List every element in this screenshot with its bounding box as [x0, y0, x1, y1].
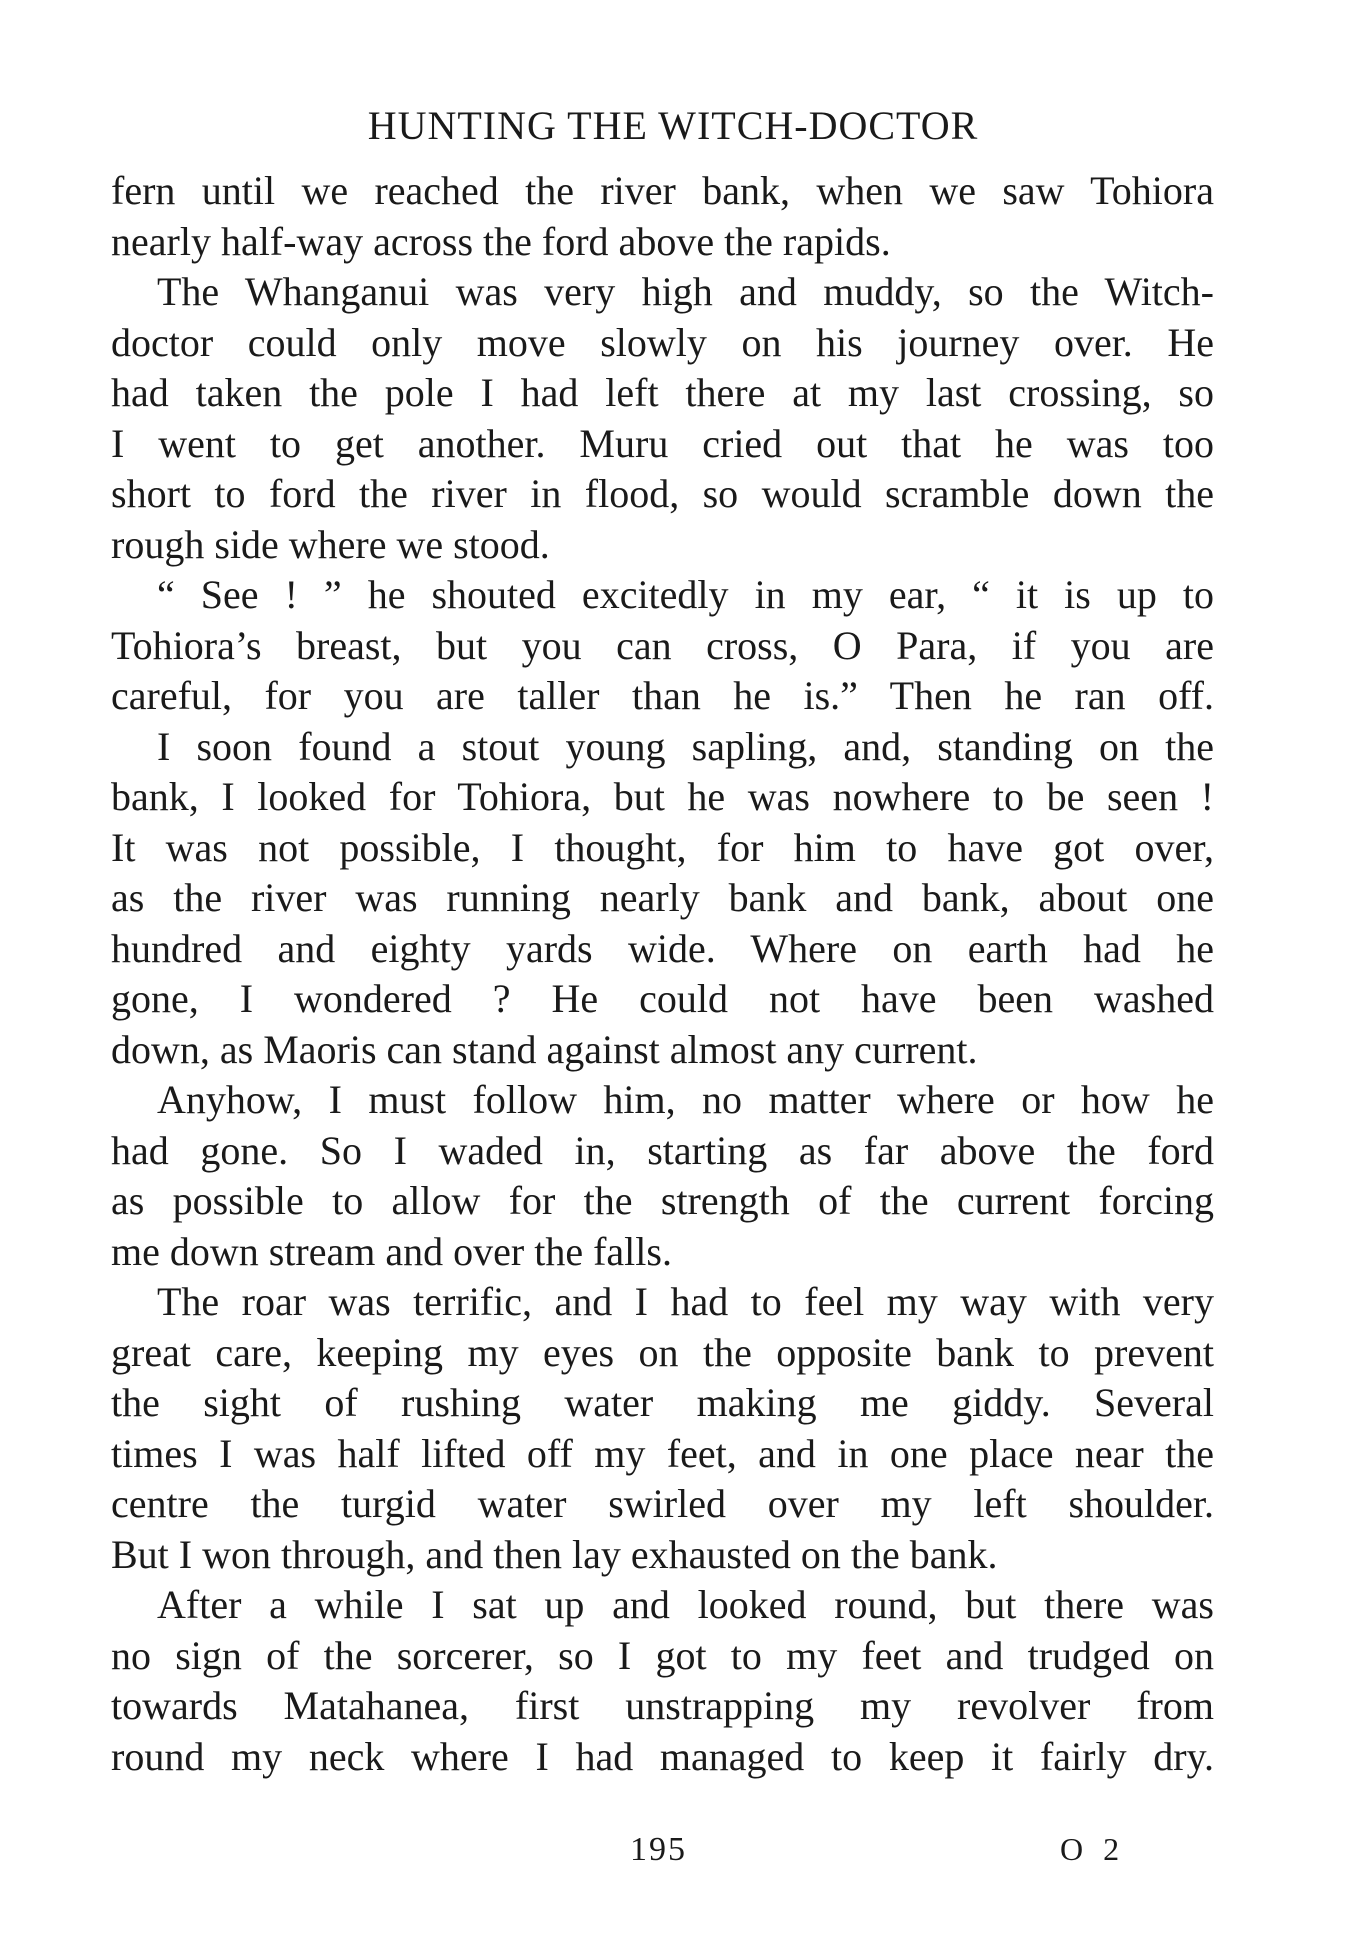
text-line: “ See ! ” he shouted excitedly in my ear, “ it is up to	[157, 572, 1214, 617]
text-line: It was not possible, I thought, for him to have got over,	[111, 824, 1214, 870]
text-line: careful, for you are taller than he is.” Then he ran off.	[111, 673, 1214, 718]
text-line: round my neck where I had managed to keep it fairly dry.	[111, 1733, 1214, 1779]
text-line: had gone. So I waded in, starting as far above the ford	[111, 1127, 1214, 1173]
paragraph	[111, 1277, 1214, 1580]
text-line: doctor could only move slowly on his journey over. He	[111, 319, 1214, 365]
paragraph	[111, 1075, 1214, 1277]
paragraph	[111, 722, 1214, 1076]
text-line: times I was half lifted off my feet, and in one place near the	[111, 1430, 1214, 1476]
text-line: as possible to allow for the strength of the current forcing	[111, 1178, 1214, 1223]
text-line: Anyhow, I must follow him, no matter where or how he	[157, 1077, 1214, 1122]
paragraph	[111, 1580, 1214, 1782]
text-line: I soon found a stout young sapling, and, standing on the	[157, 723, 1214, 769]
paragraph	[111, 267, 1214, 570]
text-line: as the river was running nearly bank and bank, about one	[111, 875, 1214, 920]
text-line: down, as Maoris can stand against almost any current.	[111, 1026, 978, 1072]
body-text	[111, 166, 1214, 1782]
text-line: gone, I wondered ? He could not have been washed	[111, 976, 1214, 1021]
text-line: The roar was terrific, and I had to feel my way with very	[157, 1279, 1214, 1324]
text-line: hundred and eighty yards wide. Where on earth had he	[111, 925, 1214, 971]
text-line: fern until we reached the river bank, when we saw Tohiora	[111, 168, 1214, 213]
text-line: rough side where we stood.	[111, 521, 550, 567]
text-line: no sign of the sorcerer, so I got to my feet and trudged on	[111, 1632, 1214, 1678]
text-line: great care, keeping my eyes on the opposite bank to prevent	[111, 1329, 1214, 1375]
text-line: The Whanganui was very high and muddy, so the Witch-	[157, 269, 1214, 314]
text-line: had taken the pole I had left there at my last crossing, so	[111, 370, 1214, 415]
text-line: I went to get another. Muru cried out that he was too	[111, 420, 1214, 466]
signature-mark: O 2	[1060, 1831, 1126, 1867]
text-line: towards Matahanea, first unstrapping my revolver from	[111, 1683, 1214, 1728]
text-line: the sight of rushing water making me giddy. Several	[111, 1380, 1214, 1425]
text-line: short to ford the river in flood, so would scramble down the	[111, 471, 1214, 516]
text-line: But I won through, and then lay exhausted on the bank.	[111, 1531, 998, 1577]
text-line: nearly half-way across the ford above the rapids.	[111, 218, 891, 264]
text-line: bank, I looked for Tohiora, but he was nowhere to be seen !	[111, 774, 1214, 819]
text-line: centre the turgid water swirled over my left shoulder.	[111, 1481, 1214, 1526]
page-number: 195	[630, 1831, 687, 1868]
text-line: Tohiora’s breast, but you can cross, O Para, if you are	[111, 622, 1214, 668]
running-head: HUNTING THE WITCH-DOCTOR	[367, 103, 979, 148]
paragraph	[111, 570, 1214, 722]
paragraph	[111, 166, 1214, 267]
text-line: me down stream and over the falls.	[111, 1228, 672, 1274]
text-line: After a while I sat up and looked round, but there was	[157, 1582, 1214, 1627]
